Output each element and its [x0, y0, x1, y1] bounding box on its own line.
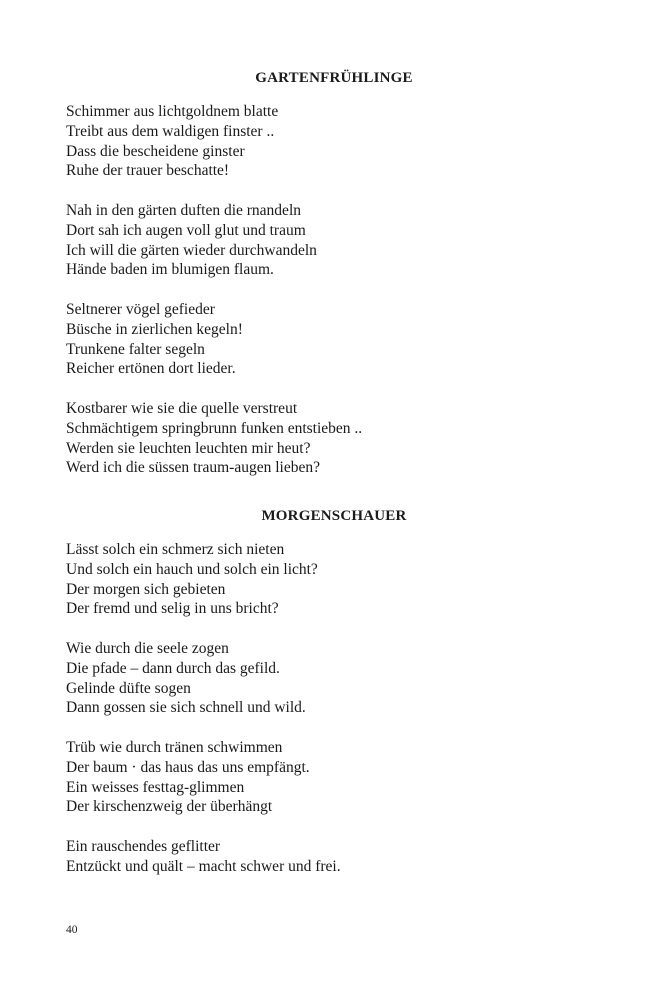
- verse-line: Wie durch die seele zogen: [66, 639, 229, 657]
- verse-line: Schimmer aus lichtgoldnem blatte: [66, 103, 279, 120]
- verse-line: Ein weisses festtag-glimmen: [66, 778, 245, 796]
- verse-line: Trunkene falter segeln: [66, 340, 205, 358]
- verse-line: Gelinde düfte sogen: [66, 679, 191, 697]
- verse-line: Nah in den gärten duften die rnandeln: [66, 201, 301, 219]
- verse-line: Ein rauschendes geflitter: [66, 837, 221, 855]
- verse-line: Reicher ertönen dort lieder.: [66, 360, 236, 378]
- stanza: [66, 201, 626, 280]
- verse-line: Die pfade – dann durch das gefild.: [66, 659, 280, 677]
- verse-line: Und solch ein hauch und solch ein licht?: [66, 560, 318, 578]
- verse-line: Der kirschenzweig der überhängt: [66, 798, 273, 816]
- verse-line: Ich will die gärten wieder durchwandeln: [66, 241, 317, 259]
- verse-line: Der morgen sich gebieten: [66, 580, 226, 598]
- stanza: [66, 300, 626, 379]
- poem-title: MORGENSCHAUER: [261, 508, 407, 524]
- verse-line: Seltnerer vögel gefieder: [66, 300, 215, 318]
- verse-line: Treibt aus dem waldigen finster ..: [66, 122, 275, 140]
- stanza: [66, 639, 626, 718]
- stanza: [66, 399, 626, 478]
- verse-line: Der baum · das haus das uns empfängt.: [66, 758, 310, 776]
- verse-line: Büsche in zierlichen kegeln!: [66, 320, 243, 338]
- poem-body: [66, 102, 626, 498]
- verse-line: Werd ich die süssen traum-augen lieben?: [66, 459, 320, 477]
- verse-line: Dort sah ich augen voll glut und traum: [66, 221, 306, 239]
- verse-line: Hände baden im blumigen flaum.: [66, 261, 274, 279]
- stanza: [66, 738, 626, 817]
- verse-line: Werden sie leuchten leuchten mir heut?: [66, 439, 311, 457]
- poem-body: [66, 540, 626, 896]
- verse-line: Dann gossen sie sich schnell und wild.: [66, 699, 306, 717]
- verse-line: Lässt solch ein schmerz sich nieten: [66, 541, 285, 558]
- stanza: [66, 102, 626, 181]
- verse-line: Ruhe der trauer beschatte!: [66, 162, 230, 180]
- verse-line: Der fremd und selig in uns bricht?: [66, 600, 279, 618]
- poem-title: GARTENFRÜHLINGE: [255, 70, 413, 86]
- verse-line: Dass die bescheidene ginster: [66, 142, 245, 160]
- verse-line: Entzückt und quält – macht schwer und frei.: [66, 857, 341, 875]
- verse-line: Kostbarer wie sie die quelle verstreut: [66, 399, 298, 417]
- page-number: 40: [66, 924, 78, 936]
- verse-line: Trüb wie durch tränen schwimmen: [66, 738, 283, 756]
- stanza: [66, 837, 626, 877]
- verse-line: Schmächtigem springbrunn funken entstieben ..: [66, 419, 363, 437]
- stanza: [66, 540, 626, 619]
